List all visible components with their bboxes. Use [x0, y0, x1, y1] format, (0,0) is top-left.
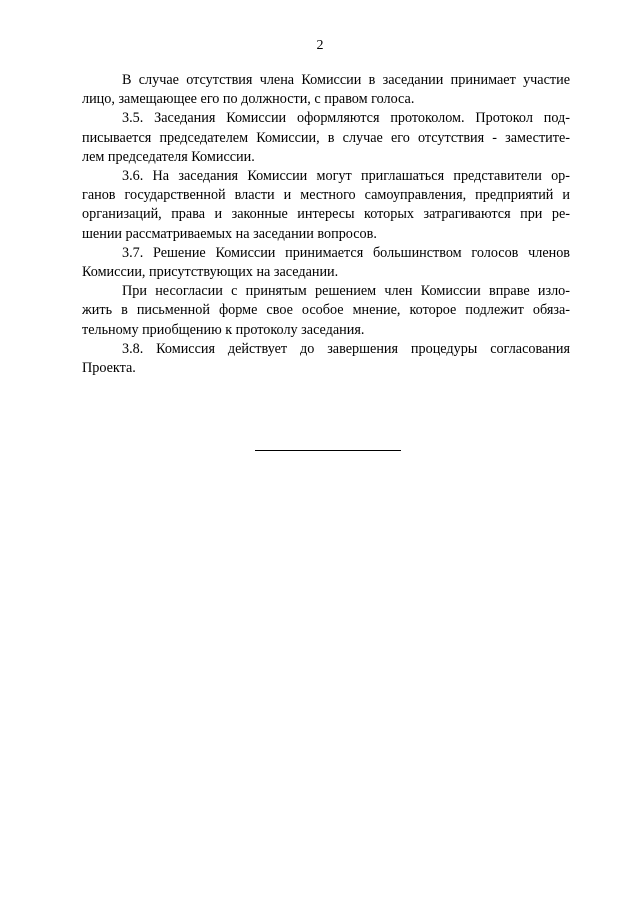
page-number: 2 — [316, 38, 324, 53]
paragraph-member-absence — [82, 71, 570, 109]
text-line: лем председателя Комиссии. — [82, 148, 255, 165]
paragraph-3-5 — [82, 109, 570, 167]
text-line: 3.6. На заседания Комиссии могут приглашаться представители ор- — [122, 168, 570, 185]
text-line: Комиссии, присутствующих на заседании. — [82, 264, 339, 281]
text-line: 3.7. Решение Комиссии принимается большинством голосов членов — [122, 244, 570, 261]
paragraph-3-8 — [82, 340, 570, 378]
text-line: ганов государственной власти и местного самоуправления, предприятий и — [82, 187, 570, 204]
paragraph-3-7 — [82, 244, 570, 282]
text-line: жить в письменной форме свое особое мнение, которое подлежит обяза- — [82, 302, 570, 319]
text-line: Проекта. — [82, 360, 136, 377]
paragraph-3-6 — [82, 167, 570, 244]
text-line: При несогласии с принятым решением член Комиссии вправе изло- — [122, 283, 570, 300]
text-line: писывается председателем Комиссии, в случае его отсутствия - заместите- — [82, 129, 570, 146]
text-line: 3.8. Комиссия действует до завершения процедуры согласования — [122, 340, 570, 357]
text-line: лицо, замещающее его по должности, с правом голоса. — [82, 91, 415, 108]
paragraph-dissent — [82, 282, 570, 340]
end-separator-line — [255, 450, 401, 451]
document-body — [82, 71, 570, 378]
text-line: 3.5. Заседания Комиссии оформляются протоколом. Протокол под- — [122, 110, 570, 127]
text-line: шении рассматриваемых на заседании вопросов. — [82, 225, 377, 242]
text-line: организаций, права и законные интересы которых затрагиваются при ре- — [82, 206, 570, 223]
text-line: тельному приобщению к протоколу заседания. — [82, 321, 365, 338]
text-line: В случае отсутствия члена Комиссии в заседании принимает участие — [122, 72, 570, 88]
